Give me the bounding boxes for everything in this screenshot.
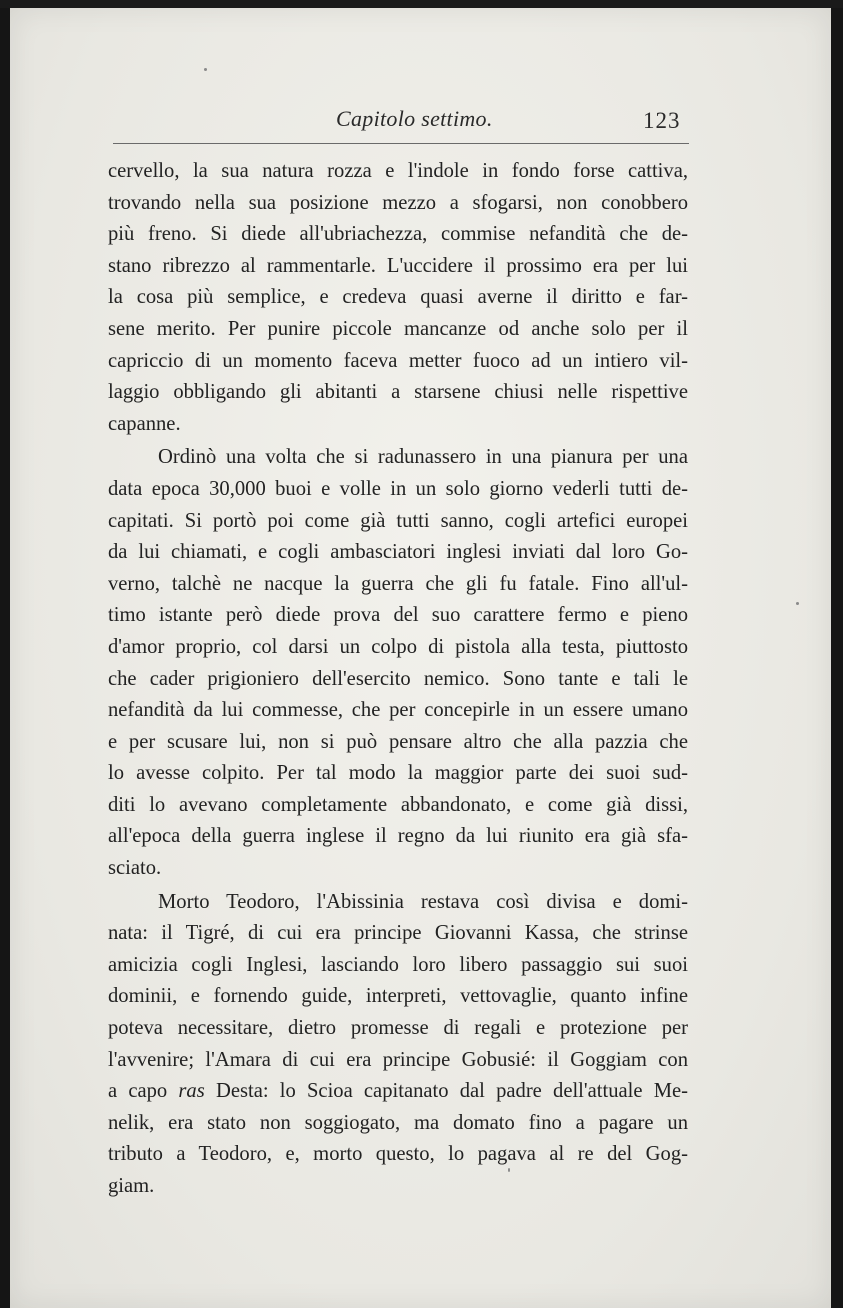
running-title: Capitolo settimo.: [336, 106, 493, 131]
paragraph-3: [108, 887, 688, 1203]
text-line: sciato.: [108, 857, 162, 880]
text-line: Ordinò una volta che si radunassero in una pianura per una: [158, 446, 688, 469]
page-header: [10, 104, 831, 144]
text-line: la cosa più semplice, e credeva quasi averne il diritto e far-: [108, 286, 688, 309]
text-line: più freno. Si diede all'ubriachezza, commise nefandità che de-: [108, 223, 688, 246]
text-line: e per scusare lui, non si può pensare altro che alla pazzia che: [108, 730, 688, 753]
header-rule: [113, 143, 689, 144]
text-line: timo istante però diede prova del suo carattere fermo e pieno: [108, 604, 688, 627]
text-line: dominii, e fornendo guide, interpreti, vettovaglie, quanto infine: [108, 985, 688, 1008]
paragraph-1: [108, 156, 688, 440]
scan-speck: [508, 1168, 510, 1172]
scan-speck: [796, 602, 799, 605]
text-line: all'epoca della guerra inglese il regno da lui riunito era già sfa-: [108, 825, 688, 848]
text-line: nelik, era stato non soggiogato, ma domato fino a pagare un: [108, 1111, 688, 1134]
text-line: nefandità da lui commesse, che per concepirle in un essere umano: [108, 699, 688, 722]
text-line: capanne.: [108, 412, 181, 435]
paragraph-2: [108, 442, 688, 884]
body-text: [108, 156, 688, 1203]
text-line: capriccio di un momento faceva metter fuoco ad un intiero vil-: [108, 349, 688, 372]
text-line: da lui chiamati, e cogli ambasciatori inglesi inviati dal loro Go-: [108, 541, 688, 564]
text-line: lo avesse colpito. Per tal modo la maggior parte dei suoi sud-: [108, 762, 688, 785]
text-line: tributo a Teodoro, e, morto questo, lo pagava al re del Gog-: [108, 1143, 688, 1166]
text-line: d'amor proprio, col darsi un colpo di pistola alla testa, piuttosto: [108, 635, 688, 658]
text-line: Morto Teodoro, l'Abissinia restava così divisa e domi-: [158, 890, 688, 913]
scan-speck: [204, 68, 207, 71]
text-line: l'avvenire; l'Amara di cui era principe Gobusié: il Goggiam con: [108, 1048, 688, 1071]
page-number: 123: [643, 108, 681, 133]
text-line: nata: il Tigré, di cui era principe Giovanni Kassa, che strinse: [108, 922, 688, 945]
text-line: sene merito. Per punire piccole mancanze od anche solo per il: [108, 317, 688, 340]
text-line: diti lo avevano completamente abbandonato, e come già dissi,: [108, 793, 688, 816]
text-line: data epoca 30,000 buoi e volle in un solo giorno vederli tutti de-: [108, 477, 688, 500]
text-line: stano ribrezzo al rammentarle. L'uccidere il prossimo era per lui: [108, 254, 688, 277]
text-line: verno, talchè ne nacque la guerra che gli fu fatale. Fino all'ul-: [108, 572, 688, 595]
text-line: a capo ras Desta: lo Scioa capitanato dal padre dell'attuale Me-: [108, 1080, 688, 1103]
text-line: giam.: [108, 1175, 155, 1197]
book-page: [10, 8, 831, 1308]
italic-title: ras: [178, 1080, 205, 1103]
text-line: poteva necessitare, dietro promesse di regali e protezione per: [108, 1017, 688, 1040]
text-line: trovando nella sua posizione mezzo a sfogarsi, non conobbero: [108, 191, 688, 214]
text-line: cervello, la sua natura rozza e l'indole in fondo forse cattiva,: [108, 160, 688, 182]
text-line: laggio obbligando gli abitanti a starsene chiusi nelle rispettive: [108, 381, 688, 404]
text-line: che cader prigioniero dell'esercito nemico. Sono tante e tali le: [108, 667, 688, 690]
text-line: capitati. Si portò poi come già tutti sanno, cogli artefici europei: [108, 509, 688, 532]
scan-top-edge: [0, 0, 843, 8]
text-line: amicizia cogli Inglesi, lasciando loro libero passaggio sui suoi: [108, 953, 688, 976]
